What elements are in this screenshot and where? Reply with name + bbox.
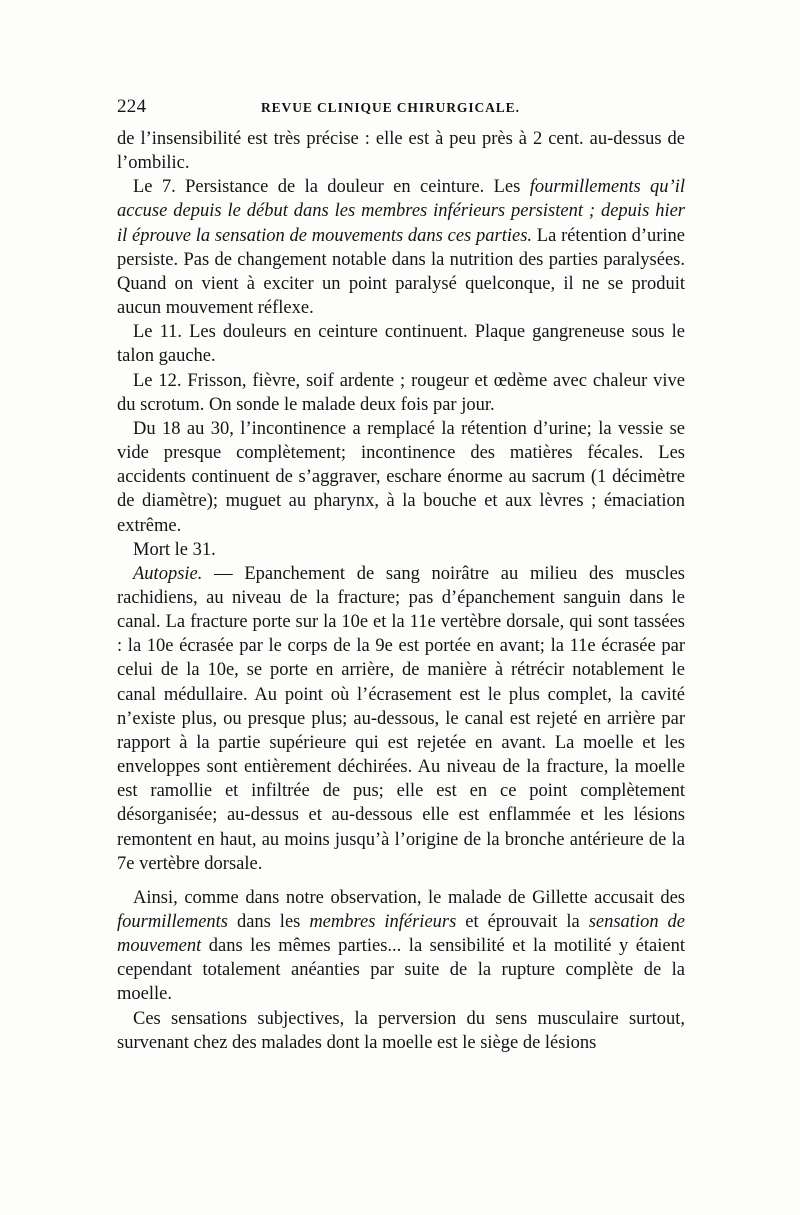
paragraph-text: dans les	[228, 912, 310, 932]
paragraph-text: Mort le 31.	[133, 539, 216, 560]
paragraph-final	[117, 1007, 685, 1055]
paragraph-text: La rétention d’urine persiste. Pas de changement notable dans la nutrition des parties paralysées. Quand on vient à exciter un point paralysé quelconque, il ne se produit aucun mouvement réflexe.	[117, 225, 685, 319]
paragraph-days-18-30	[117, 417, 685, 538]
running-head: REVUE CLINIQUE CHIRURGICALE.	[261, 100, 520, 115]
paragraph-day-7	[117, 175, 685, 320]
paragraph-text: de l’insensibilité est très précise : elle est à peu près à 2 cent. au-dessus de l’ombilic.	[117, 129, 685, 174]
paragraph-comparison	[117, 886, 685, 1007]
italic-text: fourmillements	[117, 912, 228, 932]
page-number: 224	[117, 96, 147, 117]
italic-text: sensation de mouvement	[117, 912, 685, 957]
autopsy-label: Autopsie.	[133, 563, 203, 584]
paragraph-text: — Epanchement de sang noirâtre au milieu des muscles rachidiens, au niveau de la fracture; pas d’épanchement sanguin dans le canal. La fracture porte sur la 10e et la 11e vertèbre dorsale, qui sont tassées : la 10e écrasée par le corps de la 9e est portée en avant; la 11e écrasée par celui de la 10e, se porte en arrière, de manière à rétrécir notablement le canal médullaire. Au point où l’écrasement est le plus complet, la cavité n’existe plus, ou presque plus; au-dessous, le canal est rejeté en arrière par rapport à la partie supérieure qui est rejetée en avant. La moelle et les enveloppes sont entièrement déchirées. Au niveau de la fracture, la moelle est ramollie et infiltrée de pus; elle est en ce point complètement désorganisée; au-dessus et au-dessous elle est enflammée et les lésions remontent en haut, au moins jusqu’à l’origine de la bronche antérieure de la 7e vertèbre dorsale.	[117, 563, 685, 874]
paragraph-day-12	[117, 369, 685, 417]
paragraph-text: Le 7. Persistance de la douleur en ceinture. Les	[133, 177, 530, 198]
italic-text: membres inférieurs	[309, 912, 457, 932]
paragraph-death	[117, 538, 685, 562]
paragraph-autopsy	[117, 562, 685, 876]
paragraph-text: Le 12. Frisson, fièvre, soif ardente ; rougeur et œdème avec chaleur vive du scrotum. On sonde le malade deux fois par jour.	[117, 370, 685, 415]
paragraph-text: Ainsi, comme dans notre observation, le malade de Gillette accusait des	[133, 887, 685, 908]
paragraph-text: Le 11. Les douleurs en ceinture continuent. Plaque gangreneuse sous le talon gauche.	[117, 322, 685, 367]
italic-text: fourmillements qu’il accuse depuis le début dans les membres inférieurs persistent ; depuis hier il éprouve la sensation de mouvements dans ces parties.	[117, 177, 685, 246]
paragraph-continuation	[117, 127, 685, 175]
paragraph-text: Du 18 au 30, l’incontinence a remplacé la rétention d’urine; la vessie se vide presque complètement; incontinence des matières fécales. Les accidents continuent de s’aggraver, eschare énorme au sacrum (1 décimètre de diamètre); muguet au pharynx, à la bouche et aux lèvres ; émaciation extrême.	[117, 418, 685, 536]
paragraph-day-11	[117, 320, 685, 368]
body-text	[117, 127, 685, 1055]
paragraph-text: dans les mêmes parties... la sensibilité et la motilité y étaient cependant totalement anéanties par suite de la rupture complète de la moelle.	[117, 936, 685, 1005]
paragraph-text: Ces sensations subjectives, la perversion du sens musculaire surtout, survenant chez des malades dont la moelle est le siège de lésions	[117, 1008, 685, 1053]
page-header	[117, 96, 687, 124]
paragraph-text: et éprouvait la	[456, 912, 589, 932]
